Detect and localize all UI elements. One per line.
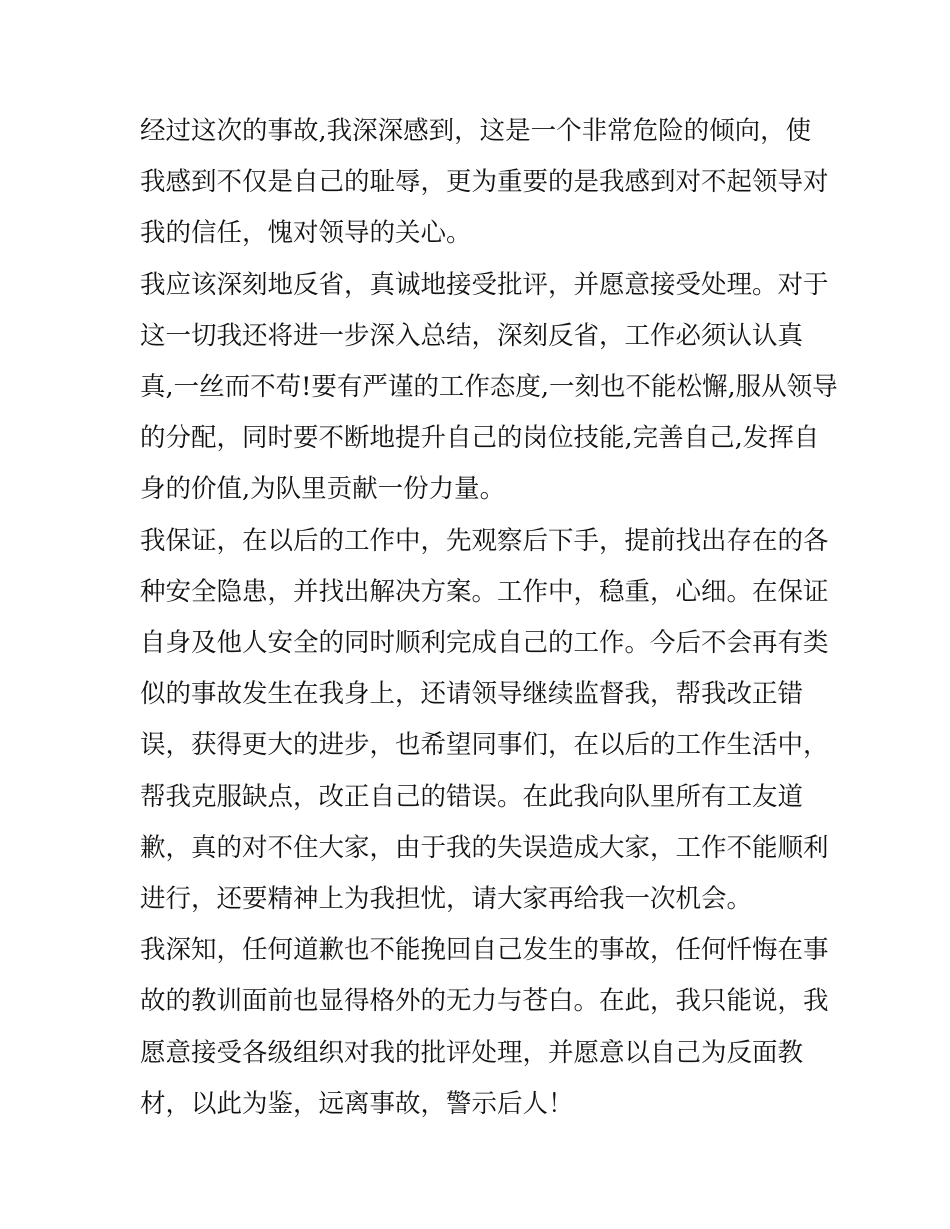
paragraph-3-line-4: 似的事故发生在我身上，还请领导继续监督我，帮我改正错 bbox=[140, 679, 804, 710]
paragraph-2-line-3: 真,一丝而不苟!要有严谨的工作态度,一刻也不能松懈,服从领导 bbox=[140, 372, 838, 403]
paragraph-2-line-5: 身的价值,为队里贡献一份力量。 bbox=[140, 474, 506, 505]
paragraph-1-line-2: 我感到不仅是自己的耻辱，更为重要的是我感到对不起领导对 bbox=[140, 167, 829, 198]
paragraph-2-line-2: 这一切我还将进一步深入总结，深刻反省，工作必须认认真 bbox=[140, 320, 804, 351]
paragraph-4-line-4: 材，以此为鉴，远离事故，警示后人！ bbox=[140, 1088, 574, 1119]
paragraph-3-line-8: 进行，还要精神上为我担忧，请大家再给我一次机会。 bbox=[140, 884, 753, 915]
paragraph-2 bbox=[140, 260, 838, 516]
paragraph-3-line-2: 种安全隐患，并找出解决方案。工作中，稳重，心细。在保证 bbox=[140, 576, 829, 607]
paragraph-1 bbox=[140, 106, 829, 260]
paragraph-4 bbox=[140, 925, 829, 1130]
paragraph-4-line-2: 故的教训面前也显得格外的无力与苍白。在此，我只能说，我 bbox=[140, 986, 829, 1017]
paragraph-3-line-1: 我保证，在以后的工作中，先观察后下手，提前找出存在的各 bbox=[140, 525, 829, 556]
paragraph-4-line-3: 愿意接受各级组织对我的批评处理，并愿意以自己为反面教 bbox=[140, 1037, 804, 1068]
paragraph-4-line-1: 我深知，任何道歉也不能挽回自己发生的事故，任何忏悔在事 bbox=[140, 935, 829, 966]
paragraph-3 bbox=[140, 516, 829, 926]
paragraph-3-line-3: 自身及他人安全的同时顺利完成自己的工作。今后不会再有类 bbox=[140, 628, 829, 659]
paragraph-2-line-4: 的分配，同时要不断地提升自己的岗位技能,完善自己,发挥自 bbox=[140, 423, 820, 454]
paragraph-3-line-6: 帮我克服缺点，改正自己的错误。在此我向队里所有工友道 bbox=[140, 781, 804, 812]
paragraph-3-line-7: 歉，真的对不住大家，由于我的失误造成大家，工作不能顺利 bbox=[140, 832, 829, 863]
paragraph-1-line-1: 经过这次的事故,我深深感到，这是一个非常危险的倾向，使 bbox=[140, 116, 812, 146]
paragraph-1-line-3: 我的信任，愧对领导的关心。 bbox=[140, 218, 472, 249]
document-body bbox=[140, 106, 838, 1130]
paragraph-3-line-5: 误，获得更大的进步，也希望同事们，在以后的工作生活中， bbox=[140, 730, 829, 761]
paragraph-2-line-1: 我应该深刻地反省，真诚地接受批评，并愿意接受处理。对于 bbox=[140, 269, 829, 300]
